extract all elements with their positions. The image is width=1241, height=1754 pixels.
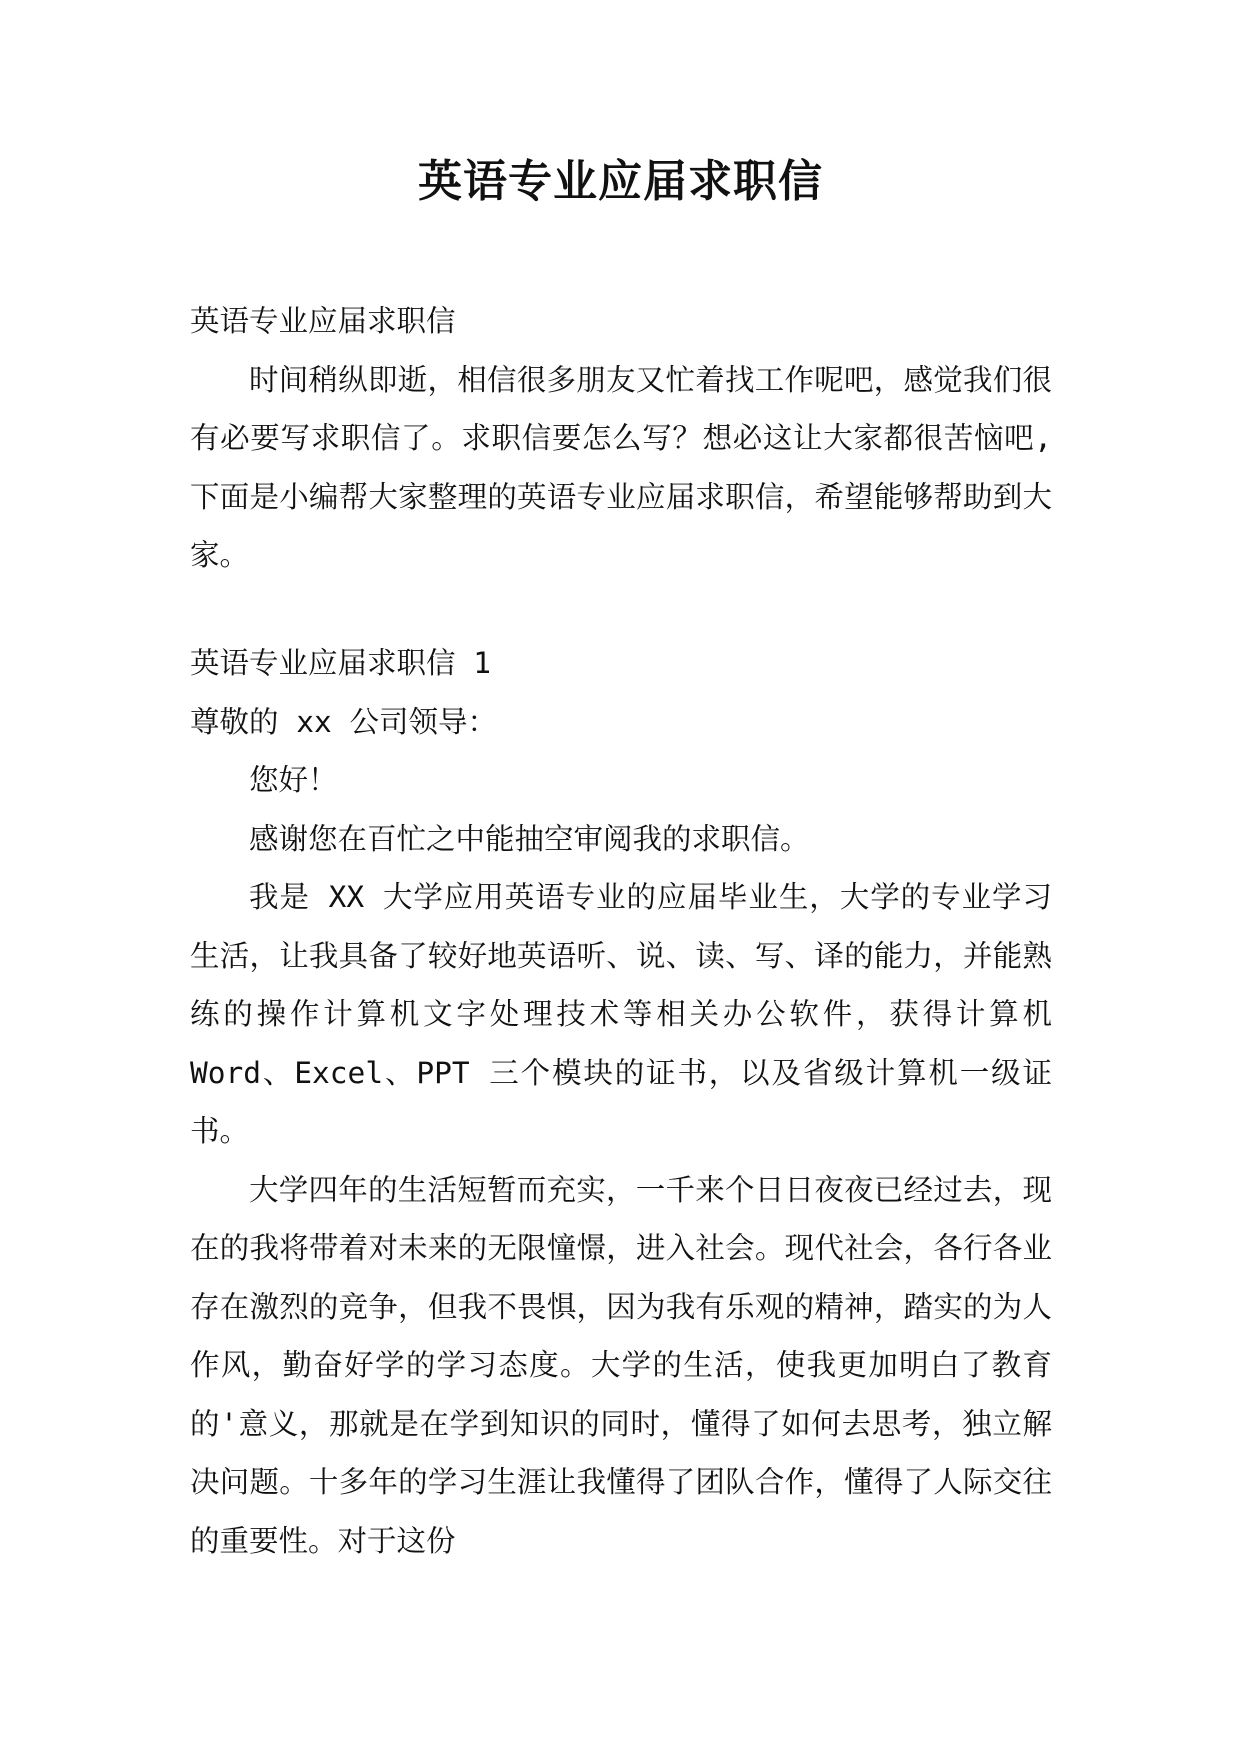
letter-paragraph-2: 大学四年的生活短暂而充实，一千来个日日夜夜已经过去，现在的我将带着对未来的无限憧憬，进入社会。现代社会，各行各业存在激烈的竞争，但我不畏惧，因为我有乐观的精神，踏实的为人作风，勤奋好学的学习态度。大学的生活，使我更加明白了教育的'意义，那就是在学到知识的同时，懂得了如何去思考，独立解决问题。十多年的学习生涯让我懂得了团队合作，懂得了人际交往的重要性。对于这份 bbox=[190, 1172, 1052, 1558]
letter-heading: 英语专业应届求职信 1 bbox=[190, 646, 492, 680]
letter-greeting: 您好！ bbox=[249, 763, 338, 797]
intro-section bbox=[190, 292, 1052, 585]
letter-paragraph-1: 我是 XX 大学应用英语专业的应届毕业生，大学的专业学习生活，让我具备了较好地英语听、说、读、写、译的能力，并能熟练的操作计算机文字处理技术等相关办公软件，获得计算机 Word、Excel、PPT 三个模块的证书，以及省级计算机一级证书。 bbox=[190, 880, 1052, 1148]
letter-salutation: 尊敬的 xx 公司领导： bbox=[190, 704, 498, 739]
intro-heading: 英语专业应届求职信 bbox=[190, 304, 456, 338]
intro-paragraph: 时间稍纵即逝，相信很多朋友又忙着找工作呢吧，感觉我们很有必要写求职信了。求职信要怎么写？想必这让大家都很苦恼吧,下面是小编帮大家整理的英语专业应届求职信，希望能够帮助到大家。 bbox=[190, 362, 1052, 572]
document-title: 英语专业应届求职信 bbox=[418, 156, 823, 207]
letter-section bbox=[190, 634, 1052, 1570]
letter-thanks: 感谢您在百忙之中能抽空审阅我的求职信。 bbox=[249, 821, 810, 856]
